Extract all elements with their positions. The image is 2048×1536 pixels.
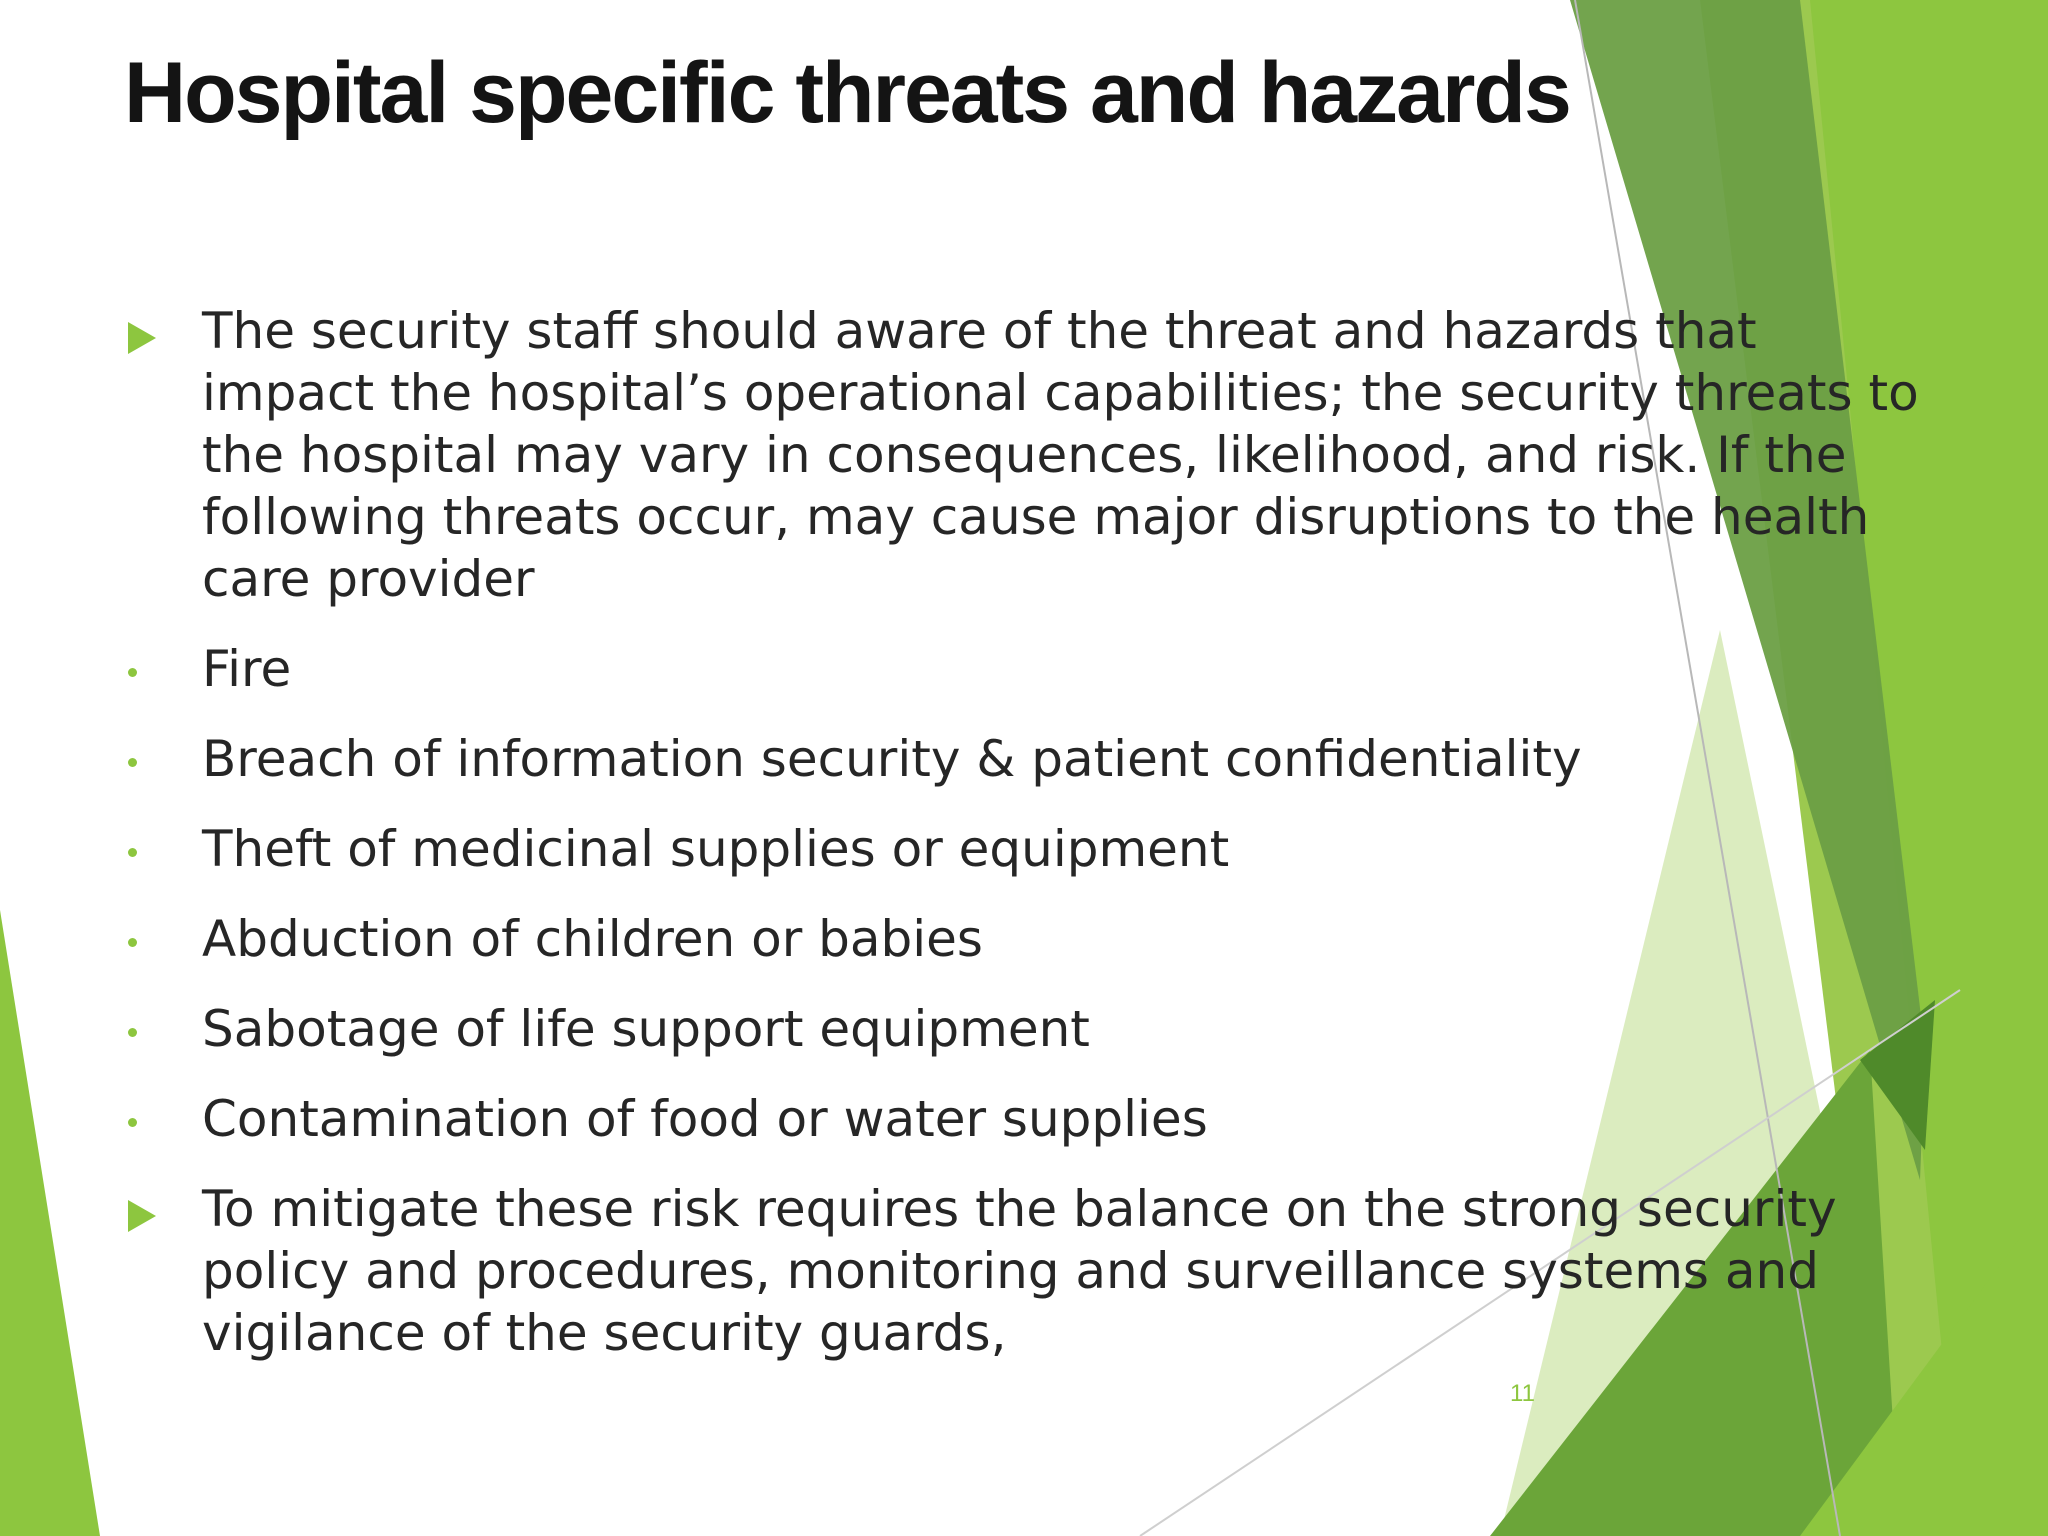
slide-title: Hospital specific threats and hazards: [124, 45, 1570, 141]
dot-bullet-icon: [128, 1028, 137, 1037]
list-item-breach: [124, 728, 1924, 790]
arrow-bullet-icon: [128, 1200, 156, 1232]
list-item-text: Contamination of food or water supplies: [202, 1090, 1208, 1148]
bullet-list: [124, 300, 1924, 1392]
dot-bullet-icon: [128, 1118, 137, 1127]
list-item-theft: [124, 818, 1924, 880]
page-number: 11: [1510, 1380, 1535, 1407]
list-item-sabotage: [124, 998, 1924, 1060]
list-item-intro: [124, 300, 1924, 610]
list-item-text: Theft of medicinal supplies or equipment: [202, 820, 1230, 878]
dot-bullet-icon: [128, 668, 137, 677]
list-item-text: To mitigate these risk requires the balance on the strong security policy and procedures, monitoring and surveillance systems and vigilance of the security guards,: [202, 1180, 1837, 1362]
list-item-text: Breach of information security & patient confidentiality: [202, 730, 1582, 788]
list-item-fire: [124, 638, 1924, 700]
list-item-contamination: [124, 1088, 1924, 1150]
list-item-text: Sabotage of life support equipment: [202, 1000, 1090, 1058]
list-item-text: The security staff should aware of the threat and hazards that impact the hospital’s operational capabilities; the security threats to the hospital may vary in consequences, likelihood, and risk. If the following threats occur, may cause major disruptions to the health care provider: [202, 302, 1919, 608]
list-item-text: Fire: [202, 640, 292, 698]
dot-bullet-icon: [128, 848, 137, 857]
left-edge-stripe: [0, 910, 100, 1536]
dot-bullet-icon: [128, 758, 137, 767]
list-item-text: Abduction of children or babies: [202, 910, 983, 968]
list-item-abduction: [124, 908, 1924, 970]
list-item-mitigation: [124, 1178, 1924, 1364]
dot-bullet-icon: [128, 938, 137, 947]
arrow-bullet-icon: [128, 322, 156, 354]
